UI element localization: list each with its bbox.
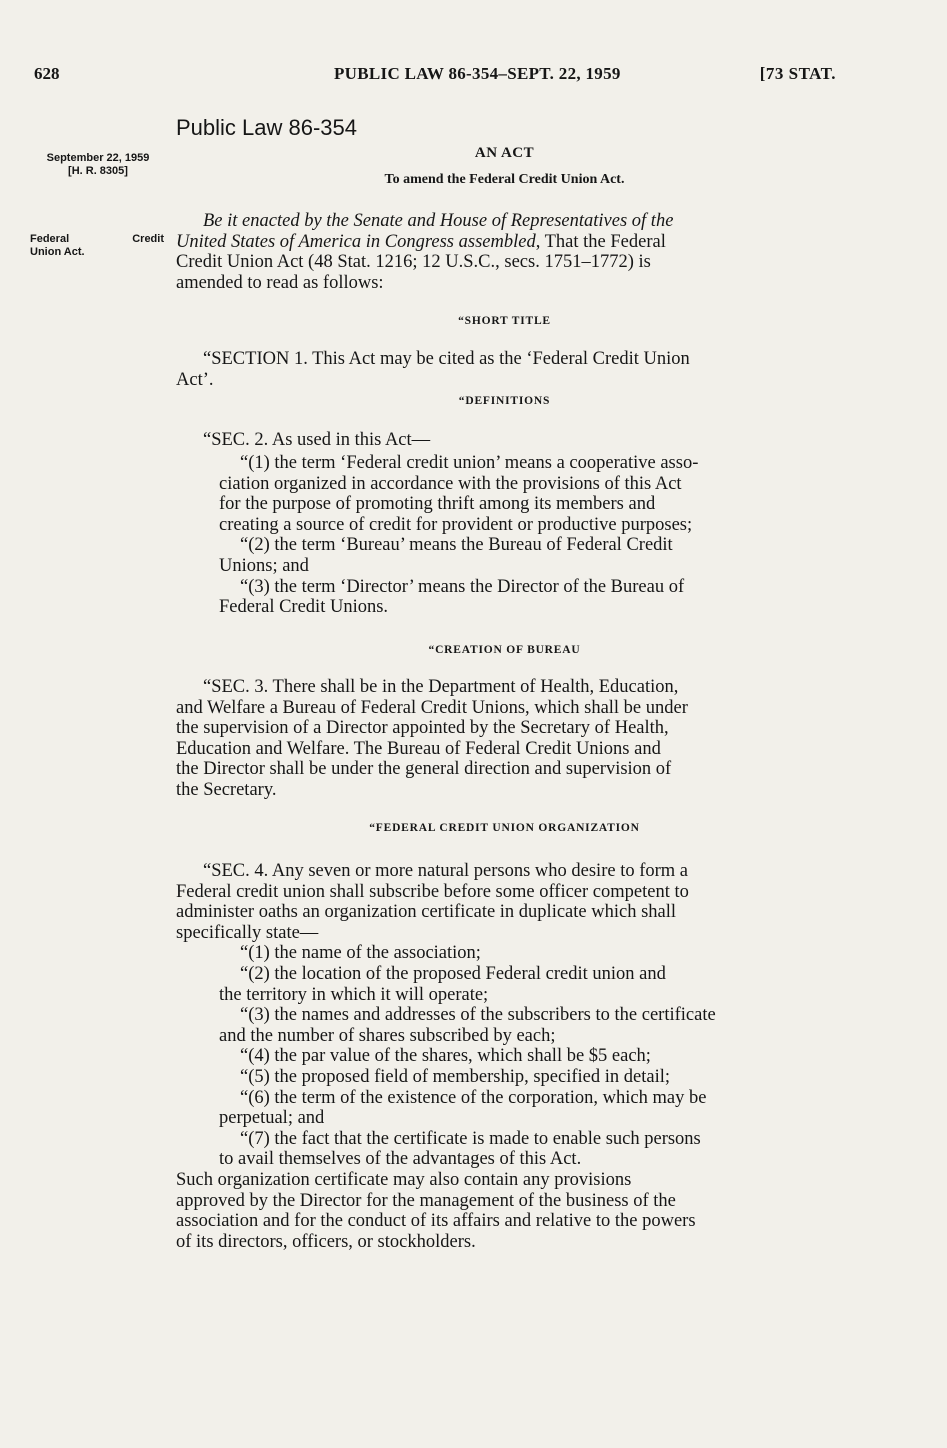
def-1-line-2: ciation organized in accordance with the provisions of this Act	[219, 473, 682, 494]
section-4-line-2: Federal credit union shall subscribe before some officer competent to	[176, 881, 689, 902]
section-3	[176, 677, 833, 801]
org-item-7-line-1: “(7) the fact that the certificate is made to enable such persons	[240, 1128, 701, 1149]
def-3-line-1: “(3) the term ‘Director’ means the Director of the Bureau of	[240, 576, 685, 597]
page-number: 628	[34, 64, 60, 83]
enacting-clause	[176, 211, 833, 293]
section-3-line-4: Education and Welfare. The Bureau of Federal Credit Unions and	[176, 738, 661, 759]
enacting-line-4: amended to read as follows:	[176, 272, 384, 293]
org-item-3-line-2: and the number of shares subscribed by each;	[219, 1025, 556, 1046]
org-closing-line-4: of its directors, officers, or stockholders.	[176, 1231, 476, 1252]
section-4-line-4: specifically state—	[176, 922, 319, 943]
org-item-6-line-2: perpetual; and	[219, 1108, 325, 1129]
org-item-4: “(4) the par value of the shares, which shall be $5 each;	[240, 1046, 651, 1067]
section-4	[176, 861, 833, 1252]
margin-bill-number: [H. R. 8305]	[68, 165, 128, 177]
section-2-intro-line: “SEC. 2. As used in this Act—	[203, 430, 431, 450]
public-law-title: Public Law 86-354	[176, 115, 358, 140]
enacting-line-1: Be it enacted by the Senate and House of Representatives of the	[203, 211, 674, 231]
org-item-2-line-1: “(2) the location of the proposed Federal credit union and	[240, 963, 666, 984]
running-title: PUBLIC LAW 86-354–SEPT. 22, 1959	[334, 64, 621, 83]
def-2-line-2: Unions; and	[219, 555, 309, 576]
org-closing-line-1: Such organization certificate may also contain any provisions	[176, 1169, 632, 1190]
section-4-line-1: “SEC. 4. Any seven or more natural persons who desire to form a	[203, 861, 689, 881]
section-1-line-2: Act’.	[176, 369, 214, 390]
heading-fcu-organization: “FEDERAL CREDIT UNION ORGANIZATION	[369, 822, 640, 834]
org-item-6-line-1: “(6) the term of the existence of the corporation, which may be	[240, 1087, 707, 1108]
section-3-line-3: the supervision of a Director appointed by the Secretary of Health,	[176, 718, 669, 739]
act-purpose: To amend the Federal Credit Union Act.	[384, 172, 625, 187]
running-header	[34, 64, 836, 90]
org-item-3-line-1: “(3) the names and addresses of the subscribers to the certificate	[240, 1005, 716, 1026]
def-1-line-4: creating a source of credit for provident or productive purposes;	[219, 514, 693, 535]
section-3-line-2: and Welfare a Bureau of Federal Credit Unions, which shall be under	[176, 697, 688, 718]
section-3-line-6: the Secretary.	[176, 779, 277, 800]
org-item-5: “(5) the proposed field of membership, specified in detail;	[240, 1066, 670, 1087]
org-closing-line-2: approved by the Director for the management of the business of the	[176, 1190, 676, 1211]
enacting-line-3: Credit Union Act (48 Stat. 1216; 12 U.S.C., secs. 1751–1772) is	[176, 252, 651, 273]
volume-reference: [73 STAT.	[759, 64, 836, 83]
margin-topic-word2: Credit	[132, 233, 164, 245]
def-2-line-1: “(2) the term ‘Bureau’ means the Bureau of Federal Credit	[240, 535, 673, 556]
org-item-7-line-2: to avail themselves of the advantages of this Act.	[219, 1149, 582, 1170]
margin-topic-word1: Federal	[30, 233, 70, 245]
def-3-line-2: Federal Credit Unions.	[219, 597, 389, 618]
section-1-line-1: “SECTION 1. This Act may be cited as the ‘Federal Credit Union	[203, 349, 690, 369]
an-act-heading: AN ACT	[474, 145, 535, 161]
margin-note-topic	[30, 233, 170, 259]
heading-short-title: “SHORT TITLE	[458, 315, 551, 327]
section-3-line-5: the Director shall be under the general direction and supervision of	[176, 759, 672, 780]
org-closing-line-3: association and for the conduct of its affairs and relative to the powers	[176, 1211, 696, 1232]
enacting-line-2-italic: United States of America in Congress assembled	[176, 231, 536, 252]
margin-date: September 22, 1959	[46, 152, 150, 164]
section-3-line-1: “SEC. 3. There shall be in the Department of Health, Education,	[203, 677, 679, 697]
def-1-line-1: “(1) the term ‘Federal credit union’ means a cooperative asso-	[240, 453, 699, 473]
section-1	[176, 349, 833, 390]
enacting-line-2-rest: , That the Federal	[535, 231, 666, 252]
heading-creation-of-bureau: “CREATION OF BUREAU	[428, 644, 581, 656]
section-4-line-3: administer oaths an organization certificate in duplicate which shall	[176, 902, 677, 923]
definitions-list	[176, 453, 833, 618]
def-1-line-3: for the purpose of promoting thrift among its members and	[219, 494, 656, 515]
margin-topic-line2: Union Act.	[30, 246, 85, 258]
section-2-intro	[176, 430, 833, 451]
org-item-1: “(1) the name of the association;	[240, 943, 481, 964]
margin-note-date	[30, 152, 166, 178]
heading-definitions: “DEFINITIONS	[458, 395, 551, 407]
org-item-2-line-2: the territory in which it will operate;	[219, 984, 489, 1005]
